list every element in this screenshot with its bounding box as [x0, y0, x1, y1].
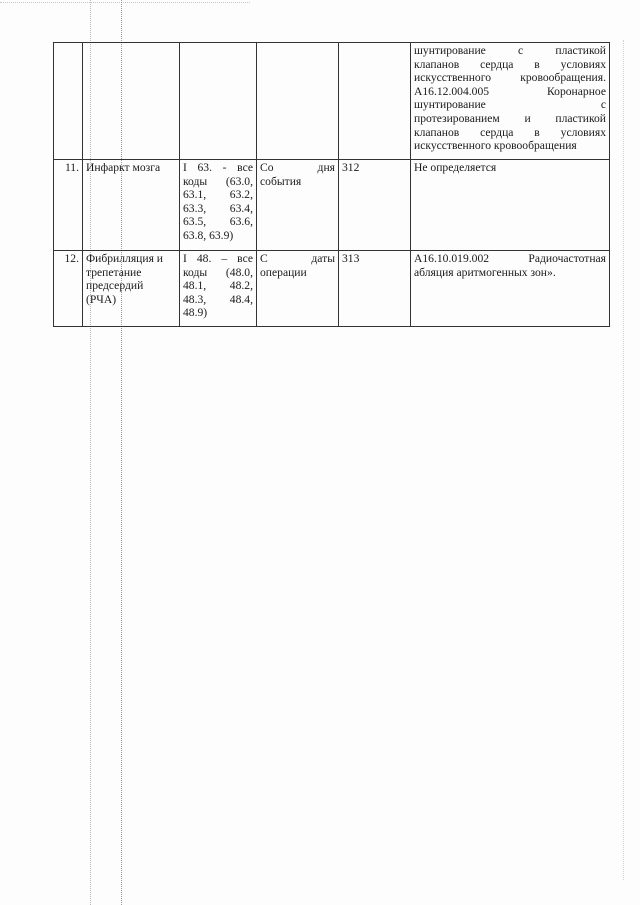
period-start: Со дня события [257, 160, 339, 251]
row-code: 313 [339, 251, 411, 327]
description-line: Не определяется [414, 161, 497, 174]
description-line: А16.10.019.002 Радиочастотная [414, 252, 606, 265]
icd-codes [180, 43, 257, 160]
scan-artifact-top [0, 2, 250, 3]
table-row [54, 160, 610, 251]
description-line: А16.12.004.005 Коронарное [414, 84, 606, 98]
diagnosis-table [53, 42, 610, 327]
scan-artifact-line [623, 40, 624, 880]
description-line: искусственного кровообращения [414, 139, 577, 153]
description-line: клапанов сердца в условиях [414, 57, 606, 71]
procedure-description [411, 43, 610, 160]
diagnosis-name: Инфаркт мозга [83, 160, 180, 251]
description-line: шунтирование с [414, 98, 606, 112]
diagnosis-name: Фибрилляция и трепетание предсердий (РЧА) [83, 251, 180, 327]
row-code: 312 [339, 160, 411, 251]
period-start: С даты операции [257, 251, 339, 327]
row-number: 12. [54, 251, 83, 327]
description-line: клапанов сердца в условиях [414, 125, 606, 139]
procedure-description [411, 251, 610, 327]
description-line: абляция аритмогенных зон». [414, 265, 556, 279]
procedure-description [411, 160, 610, 251]
table-row [54, 43, 610, 160]
icd-codes: I 48. – все коды (48.0, 48.1, 48.2, 48.3, 48.4, 48.9) [180, 251, 257, 327]
description-line: искусственного кровообращения. [414, 71, 606, 85]
description-line: протезированием и пластикой [414, 111, 606, 125]
description-line: шунтирование с пластикой [414, 44, 606, 57]
diagnosis-name [83, 43, 180, 160]
period-start [257, 43, 339, 160]
row-number [54, 43, 83, 160]
row-number: 11. [54, 160, 83, 251]
table-row [54, 251, 610, 327]
icd-codes: I 63. - все коды (63.0, 63.1, 63.2, 63.3, 63.4, 63.5, 63.6, 63.8, 63.9) [180, 160, 257, 251]
row-code [339, 43, 411, 160]
